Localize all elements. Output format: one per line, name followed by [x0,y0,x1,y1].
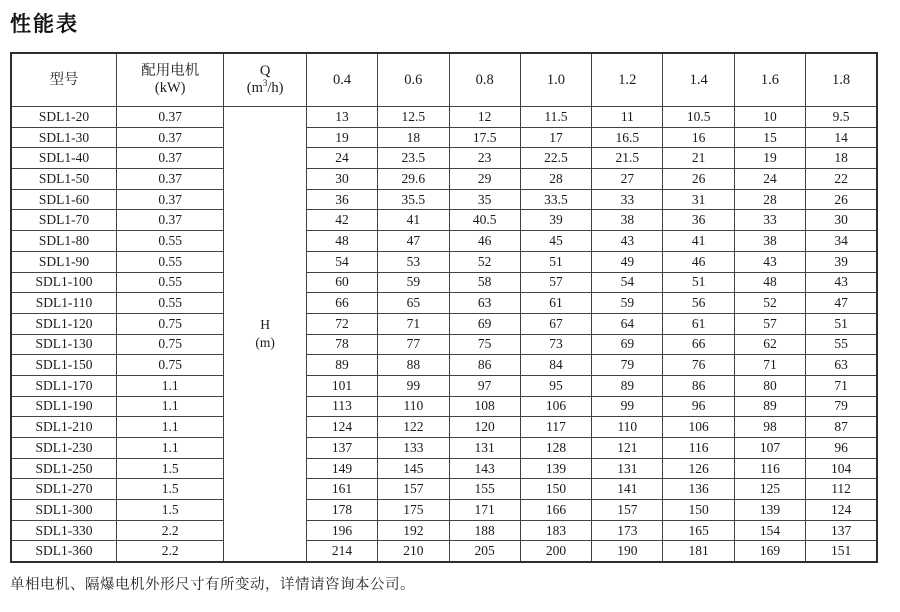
head-value-cell: 126 [663,458,734,479]
head-value-cell: 98 [734,417,805,438]
head-value-cell: 61 [663,313,734,334]
head-value-cell: 145 [378,458,449,479]
header-motor-line1: 配用电机 [141,62,200,79]
head-value-cell: 39 [520,210,591,231]
head-value-cell: 30 [306,169,377,190]
head-value-cell: 75 [449,334,520,355]
head-value-cell: 71 [806,375,877,396]
head-value-cell: 205 [449,541,520,562]
head-value-cell: 63 [806,355,877,376]
head-value-cell: 157 [592,500,663,521]
head-value-cell: 59 [378,272,449,293]
head-value-cell: 48 [734,272,805,293]
head-value-cell: 57 [734,313,805,334]
head-value-cell: 33 [734,210,805,231]
head-value-cell: 169 [734,541,805,562]
model-cell: SDL1-250 [11,458,116,479]
head-value-cell: 47 [378,231,449,252]
table-row [11,520,877,541]
model-cell: SDL1-210 [11,417,116,438]
table-row [11,251,877,272]
head-value-cell: 14 [806,127,877,148]
motor-power-cell: 0.55 [116,231,223,252]
head-value-cell: 96 [806,438,877,459]
head-value-cell: 22 [806,169,877,190]
header-flow-value: 0.6 [378,53,449,107]
head-value-cell: 131 [592,458,663,479]
head-value-cell: 104 [806,458,877,479]
head-value-cell: 51 [663,272,734,293]
head-value-cell: 175 [378,500,449,521]
model-cell: SDL1-270 [11,479,116,500]
head-value-cell: 61 [520,293,591,314]
head-value-cell: 66 [663,334,734,355]
head-value-cell: 133 [378,438,449,459]
model-cell: SDL1-230 [11,438,116,459]
model-cell: SDL1-130 [11,334,116,355]
head-value-cell: 77 [378,334,449,355]
head-value-cell: 59 [592,293,663,314]
head-value-cell: 97 [449,375,520,396]
table-row [11,458,877,479]
head-value-cell: 66 [306,293,377,314]
head-value-cell: 72 [306,313,377,334]
motor-power-cell: 1.1 [116,438,223,459]
table-row [11,375,877,396]
head-value-cell: 36 [663,210,734,231]
head-value-cell: 43 [734,251,805,272]
head-value-cell: 38 [592,210,663,231]
model-cell: SDL1-150 [11,355,116,376]
model-cell: SDL1-360 [11,541,116,562]
head-value-cell: 89 [592,375,663,396]
motor-power-cell: 0.37 [116,127,223,148]
head-value-cell: 128 [520,438,591,459]
head-value-cell: 157 [378,479,449,500]
head-value-cell: 9.5 [806,107,877,128]
head-value-cell: 45 [520,231,591,252]
head-value-cell: 214 [306,541,377,562]
head-value-cell: 23.5 [378,148,449,169]
head-value-cell: 54 [592,272,663,293]
model-cell: SDL1-50 [11,169,116,190]
head-value-cell: 40.5 [449,210,520,231]
head-value-cell: 116 [734,458,805,479]
head-value-cell: 28 [520,169,591,190]
head-unit: (m) [255,335,275,351]
head-value-cell: 24 [306,148,377,169]
head-value-cell: 125 [734,479,805,500]
head-value-cell: 122 [378,417,449,438]
motor-power-cell: 1.1 [116,396,223,417]
head-value-cell: 41 [378,210,449,231]
table-row [11,148,877,169]
head-value-cell: 88 [378,355,449,376]
head-value-cell: 63 [449,293,520,314]
head-value-cell: 49 [592,251,663,272]
head-value-cell: 52 [449,251,520,272]
head-value-cell: 19 [306,127,377,148]
motor-power-cell: 1.5 [116,458,223,479]
head-value-cell: 65 [378,293,449,314]
head-value-cell: 41 [663,231,734,252]
header-flow-value: 0.8 [449,53,520,107]
head-value-cell: 150 [520,479,591,500]
head-value-cell: 12.5 [378,107,449,128]
head-value-cell: 60 [306,272,377,293]
head-value-cell: 121 [592,438,663,459]
head-value-cell: 108 [449,396,520,417]
head-value-cell: 57 [520,272,591,293]
head-value-cell: 33 [592,189,663,210]
head-value-cell: 99 [592,396,663,417]
head-value-cell: 188 [449,520,520,541]
q-unit-superscript: 3 [262,78,268,89]
model-cell: SDL1-20 [11,107,116,128]
head-value-cell: 106 [663,417,734,438]
head-value-cell: 116 [663,438,734,459]
table-row [11,396,877,417]
motor-power-cell: 1.1 [116,375,223,396]
head-value-cell: 210 [378,541,449,562]
head-value-cell: 43 [592,231,663,252]
head-value-cell: 42 [306,210,377,231]
table-row [11,438,877,459]
head-value-cell: 29.6 [378,169,449,190]
head-value-cell: 21 [663,148,734,169]
head-value-cell: 178 [306,500,377,521]
head-value-cell: 73 [520,334,591,355]
table-row [11,479,877,500]
motor-power-cell: 0.37 [116,169,223,190]
motor-power-cell: 0.75 [116,334,223,355]
head-value-cell: 21.5 [592,148,663,169]
head-value-cell: 62 [734,334,805,355]
head-value-cell: 12 [449,107,520,128]
table-row [11,107,877,128]
head-value-cell: 131 [449,438,520,459]
head-value-cell: 86 [663,375,734,396]
head-value-cell: 34 [806,231,877,252]
head-value-cell: 139 [520,458,591,479]
header-q-unit: $(m^3/h)$ [246,78,284,96]
head-value-cell: 17.5 [449,127,520,148]
head-value-cell: 29 [449,169,520,190]
head-value-cell: 18 [378,127,449,148]
head-value-cell: 33.5 [520,189,591,210]
head-value-cell: 124 [806,500,877,521]
head-value-cell: 79 [592,355,663,376]
head-value-cell: 141 [592,479,663,500]
head-value-cell: 69 [592,334,663,355]
head-symbol: H [260,316,271,332]
head-value-cell: 150 [663,500,734,521]
head-value-cell: 76 [663,355,734,376]
head-value-cell: 31 [663,189,734,210]
model-cell: SDL1-70 [11,210,116,231]
head-value-cell: 137 [806,520,877,541]
table-row [11,272,877,293]
head-value-cell: 84 [520,355,591,376]
head-value-cell: 86 [449,355,520,376]
head-value-cell: 95 [520,375,591,396]
head-value-cell: 112 [806,479,877,500]
head-value-cell: 171 [449,500,520,521]
model-cell: SDL1-30 [11,127,116,148]
header-flow-value: 1.2 [592,53,663,107]
motor-power-cell: 2.2 [116,541,223,562]
motor-power-cell: 0.37 [116,189,223,210]
table-row [11,210,877,231]
motor-power-cell: 0.37 [116,148,223,169]
motor-power-cell: 1.5 [116,500,223,521]
head-value-cell: 15 [734,127,805,148]
head-value-cell: 99 [378,375,449,396]
head-value-cell: 13 [306,107,377,128]
head-value-cell: 89 [734,396,805,417]
footnote: 单相电机、隔爆电机外形尺寸有所变动，详情请咨询本公司。 [10,577,415,594]
head-value-cell: 89 [306,355,377,376]
head-value-cell: 101 [306,375,377,396]
head-value-cell: 139 [734,500,805,521]
head-value-cell: 71 [734,355,805,376]
head-unit-cell [224,107,306,563]
header-motor [116,53,223,107]
head-value-cell: 155 [449,479,520,500]
head-value-cell: 143 [449,458,520,479]
head-value-cell: 27 [592,169,663,190]
model-cell: SDL1-60 [11,189,116,210]
header-motor-line2: (kW) [154,80,186,96]
head-value-cell: 149 [306,458,377,479]
motor-power-cell: 0.55 [116,293,223,314]
head-value-cell: 79 [806,396,877,417]
head-value-cell: 18 [806,148,877,169]
head-value-cell: 200 [520,541,591,562]
head-value-cell: 190 [592,541,663,562]
header-row [11,53,877,107]
head-value-cell: 53 [378,251,449,272]
head-value-cell: 16 [663,127,734,148]
head-value-cell: 24 [734,169,805,190]
head-value-cell: 58 [449,272,520,293]
head-value-cell: 137 [306,438,377,459]
motor-power-cell: 0.55 [116,272,223,293]
header-flow-value: 1.6 [734,53,805,107]
head-value-cell: 17 [520,127,591,148]
head-value-cell: 173 [592,520,663,541]
table-row [11,127,877,148]
header-q-symbol: Q [259,62,271,79]
head-value-cell: 196 [306,520,377,541]
head-value-cell: 43 [806,272,877,293]
motor-power-cell: 0.55 [116,251,223,272]
table-row [11,293,877,314]
header-flow-value: 1.4 [663,53,734,107]
header-flow-q [224,53,306,107]
head-value-cell: 28 [734,189,805,210]
head-value-cell: 110 [592,417,663,438]
table-row [11,231,877,252]
page-title: 性能表 [10,13,79,36]
motor-power-cell: 1.5 [116,479,223,500]
model-cell: SDL1-120 [11,313,116,334]
model-cell: SDL1-40 [11,148,116,169]
head-value-cell: 30 [806,210,877,231]
head-value-cell: 166 [520,500,591,521]
head-value-cell: 56 [663,293,734,314]
head-value-cell: 10.5 [663,107,734,128]
table-row [11,169,877,190]
head-value-cell: 46 [449,231,520,252]
model-cell: SDL1-90 [11,251,116,272]
head-value-cell: 120 [449,417,520,438]
motor-power-cell: 0.75 [116,313,223,334]
head-value-cell: 96 [663,396,734,417]
table-row [11,313,877,334]
table-row [11,541,877,562]
head-value-cell: 10 [734,107,805,128]
table-row [11,355,877,376]
head-value-cell: 183 [520,520,591,541]
head-value-cell: 64 [592,313,663,334]
motor-power-cell: 0.37 [116,107,223,128]
head-value-cell: 161 [306,479,377,500]
motor-power-cell: 2.2 [116,520,223,541]
head-value-cell: 46 [663,251,734,272]
head-value-cell: 26 [663,169,734,190]
header-flow-value: 1.8 [806,53,877,107]
head-value-cell: 35 [449,189,520,210]
motor-power-cell: 0.37 [116,210,223,231]
head-value-cell: 71 [378,313,449,334]
head-value-cell: 36 [306,189,377,210]
performance-table [10,52,878,563]
table-row [11,500,877,521]
head-value-cell: 51 [806,313,877,334]
head-value-cell: 11.5 [520,107,591,128]
header-flow-value: 1.0 [520,53,591,107]
head-value-cell: 192 [378,520,449,541]
model-cell: SDL1-110 [11,293,116,314]
head-value-cell: 35.5 [378,189,449,210]
head-value-cell: 47 [806,293,877,314]
head-value-cell: 87 [806,417,877,438]
head-value-cell: 22.5 [520,148,591,169]
head-value-cell: 165 [663,520,734,541]
head-value-cell: 19 [734,148,805,169]
head-value-cell: 154 [734,520,805,541]
head-value-cell: 52 [734,293,805,314]
model-cell: SDL1-300 [11,500,116,521]
table-body [11,107,877,563]
head-value-cell: 107 [734,438,805,459]
head-value-cell: 39 [806,251,877,272]
head-value-cell: 106 [520,396,591,417]
head-value-cell: 110 [378,396,449,417]
table-row [11,417,877,438]
head-value-cell: 48 [306,231,377,252]
model-cell: SDL1-80 [11,231,116,252]
motor-power-cell: 0.75 [116,355,223,376]
head-value-cell: 69 [449,313,520,334]
head-value-cell: 181 [663,541,734,562]
head-value-cell: 113 [306,396,377,417]
head-value-cell: 80 [734,375,805,396]
head-value-cell: 23 [449,148,520,169]
head-value-cell: 117 [520,417,591,438]
head-value-cell: 11 [592,107,663,128]
head-value-cell: 136 [663,479,734,500]
table-row [11,334,877,355]
head-value-cell: 26 [806,189,877,210]
model-cell: SDL1-190 [11,396,116,417]
head-value-cell: 38 [734,231,805,252]
motor-power-cell: 1.1 [116,417,223,438]
head-value-cell: 51 [520,251,591,272]
model-cell: SDL1-330 [11,520,116,541]
head-value-cell: 54 [306,251,377,272]
head-value-cell: 55 [806,334,877,355]
head-value-cell: 124 [306,417,377,438]
table-row [11,189,877,210]
head-value-cell: 67 [520,313,591,334]
header-flow-value: 0.4 [306,53,377,107]
head-value-cell: 151 [806,541,877,562]
model-cell: SDL1-170 [11,375,116,396]
head-value-cell: 78 [306,334,377,355]
header-model: 型号 [11,53,116,107]
model-cell: SDL1-100 [11,272,116,293]
table-header [11,53,877,107]
head-value-cell: 16.5 [592,127,663,148]
